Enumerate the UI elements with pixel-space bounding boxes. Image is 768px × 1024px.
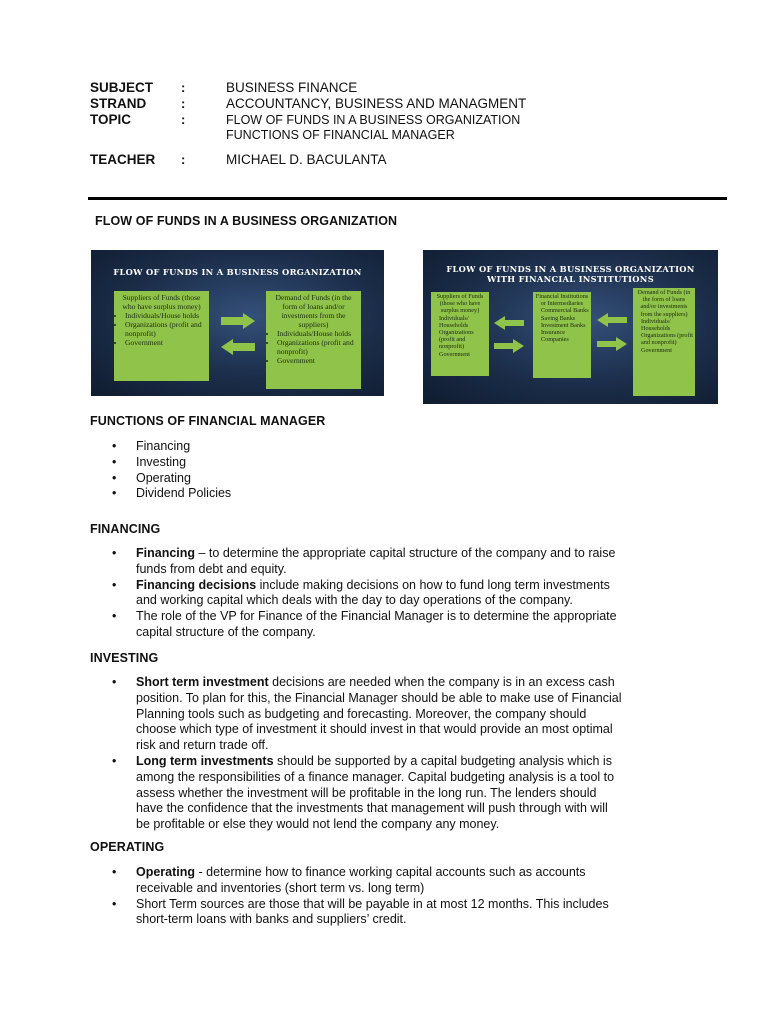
suppliers-box	[431, 292, 489, 376]
subject-label: SUBJECT	[90, 80, 154, 95]
list-item: • Short Term sources are those that will be payable in at most 12 months. This includes short-term loans with banks and suppliers’ credit.	[112, 896, 609, 927]
list-item: • Dividend Policies	[112, 486, 232, 501]
list-item: • Organizations (profit and nonprofit)	[277, 338, 358, 356]
strand-label: STRAND	[90, 96, 147, 111]
colon: :	[181, 96, 186, 111]
subject-value: BUSINESS FINANCE	[226, 80, 358, 95]
list-item: • Government	[125, 338, 206, 347]
list-item: • Operating - determine how to finance working capital accounts such as accounts receivable and inventories (short term vs. long term)	[112, 865, 586, 895]
topic-value-1: FLOW OF FUNDS IN A BUSINESS ORGANIZATION	[226, 113, 521, 127]
list-item: • Commercial Banks	[541, 307, 589, 314]
financing-heading: FINANCING	[90, 522, 161, 536]
arrow-right-icon	[597, 337, 627, 351]
list-item: • Short term investment decisions are needed when the company is in an excess cash position. To plan for this, the Financial Manager should be able to make use of Financial Planning tools such as budgeting and forecasting. Moreover, the company should choose which type of investment it should invest in that would provide an most optimal risk and return trade off.	[112, 675, 622, 753]
list-item: • Individuals/House holds	[125, 311, 206, 320]
arrow-left-icon	[221, 339, 255, 355]
list-item: • Individuals/ Households	[439, 315, 487, 329]
list-item: • The role of the VP for Finance of the Financial Manager is to determine the appropriate capital structure of the company.	[112, 609, 617, 639]
arrow-left-icon	[494, 316, 524, 330]
financing-list	[112, 546, 682, 641]
list-item: • Financing	[112, 439, 191, 453]
list-item: • Organizations (profit and nonprofit)	[641, 332, 693, 346]
demand-title: Demand of Funds (in the form of loans and/or investments from the suppliers)	[275, 293, 352, 329]
functions-heading: FUNCTIONS OF FINANCIAL MANAGER	[90, 414, 326, 428]
colon: :	[181, 152, 186, 167]
flow-heading: FLOW OF FUNDS IN A BUSINESS ORGANIZATION	[95, 214, 398, 228]
list-item: • Operating	[112, 470, 191, 485]
operating-heading: OPERATING	[90, 840, 165, 854]
colon: :	[181, 80, 186, 95]
arrow-right-icon	[494, 339, 524, 353]
slide-flow-with-institutions	[423, 250, 718, 404]
list-item: • Individuals/House holds	[277, 329, 358, 338]
list-item: • Saving Banks	[541, 315, 589, 322]
functions-list	[112, 439, 682, 502]
teacher-label: TEACHER	[90, 152, 156, 167]
suppliers-box	[114, 291, 209, 381]
list-item: • Financing – to determine the appropriate capital structure of the company and to raise funds from debt and equity.	[112, 546, 616, 576]
colon: :	[181, 112, 186, 127]
slide2-title-2: WITH FINANCIAL INSTITUTIONS	[486, 274, 654, 284]
suppliers-title: Suppliers of Funds (those who have surplus money)	[122, 293, 201, 311]
operating-list	[112, 865, 682, 928]
arrow-left-icon	[597, 313, 627, 327]
strand-value: ACCOUNTANCY, BUSINESS AND MANAGMENT	[226, 96, 527, 111]
slide2-title-1: FLOW OF FUNDS IN A BUSINESS ORGANIZATION	[446, 264, 695, 274]
list-item: • Investment Banks	[541, 322, 589, 329]
topic-label: TOPIC	[90, 112, 132, 127]
demand-box	[633, 288, 695, 396]
slide1-title: FLOW OF FUNDS IN A BUSINESS ORGANIZATION	[113, 267, 362, 277]
arrow-right-icon	[221, 313, 255, 329]
suppliers-title: Suppliers of Funds (those who have surplus money)	[436, 293, 484, 315]
list-item: • Government	[439, 351, 487, 358]
list-item: • Organizations (profit and nonprofit)	[439, 329, 487, 351]
investing-heading: INVESTING	[90, 651, 159, 665]
list-item: • Investing	[112, 454, 187, 469]
list-item: • Insurance Companies	[541, 329, 589, 343]
slide-flow-of-funds	[91, 250, 384, 396]
header-divider	[88, 197, 727, 200]
list-item: • Organizations (profit and nonprofit)	[125, 320, 206, 338]
list-item: • Individuals/ Households	[641, 318, 693, 332]
institutions-box	[533, 292, 591, 378]
institutions-title: Financial Institutions or Intermediaries	[535, 293, 589, 308]
demand-title: Demand of Funds (in the form of loans and/or investments from the suppliers)	[637, 289, 691, 318]
list-item: • Government	[641, 347, 693, 354]
investing-list	[112, 675, 682, 833]
topic-value-2: FUNCTIONS OF FINANCIAL MANAGER	[226, 128, 455, 142]
list-item: • Financing decisions include making decisions on how to fund long term investments and working capital which deals with the day to day operations of the company.	[112, 577, 610, 608]
list-item: • Long term investments should be supported by a capital budgeting analysis which is among the responsibilities of a finance manager. Capital budgeting analysis is a tool to assess whether the investment will be profitable in the long run. The lenders should have the confidence that the investments that management will push through with will be profitable or else they would not lend the company any money.	[112, 753, 615, 832]
teacher-value: MICHAEL D. BACULANTA	[226, 152, 387, 167]
list-item: • Government	[277, 356, 358, 365]
demand-box	[266, 291, 361, 389]
